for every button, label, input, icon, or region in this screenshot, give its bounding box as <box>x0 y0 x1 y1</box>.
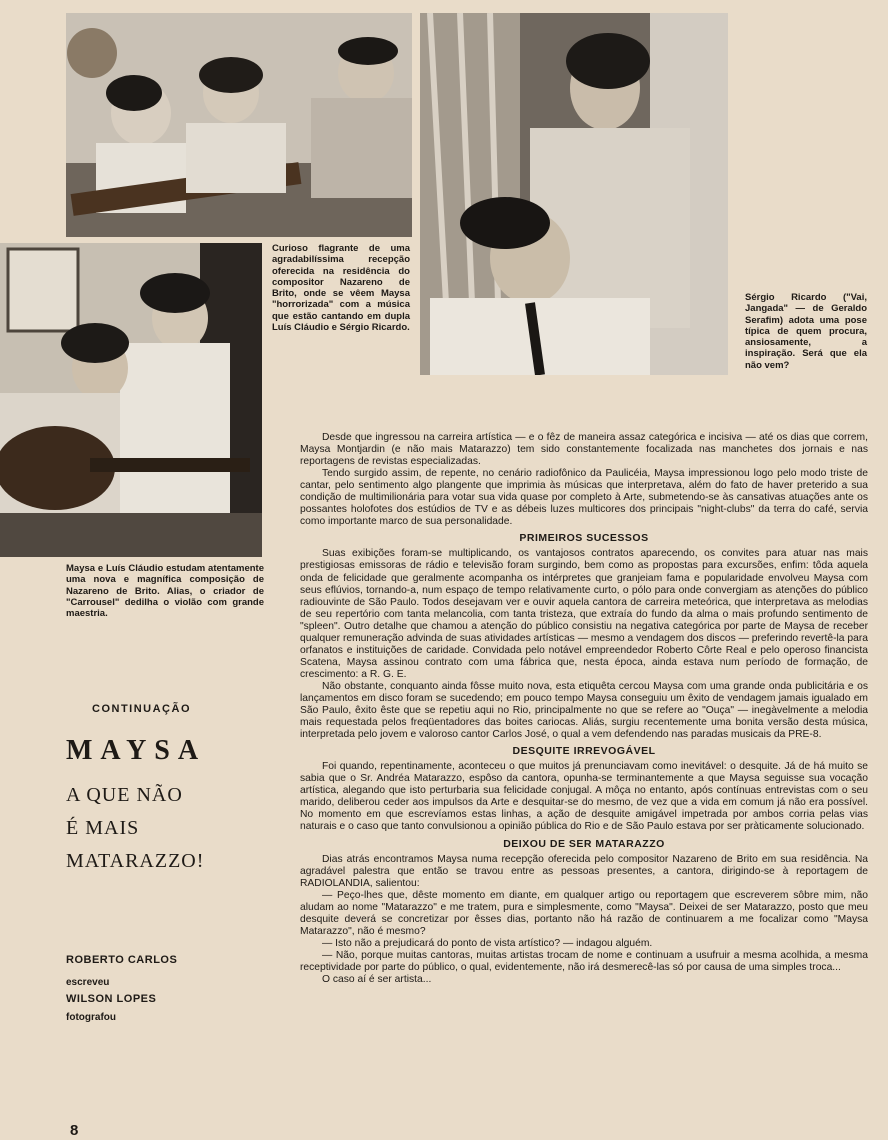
author-role: escreveu <box>66 977 110 988</box>
photo-top-trio-image <box>66 13 412 237</box>
section-heading: PRIMEIROS SUCESSOS <box>519 532 649 545</box>
author-name: ROBERTO CARLOS <box>66 954 178 966</box>
photo-left-guitar <box>0 243 262 557</box>
caption-top-photo <box>272 243 410 333</box>
caption-top-photo-text: Curioso flagrante de uma agradabilíssima recepção oferecida na residência do compositor Nazareno de Brito, onde se vêem Maysa "horrorizada" com a música que estão cantando em dupla Luís Cláudio e Sérgio Ricardo. <box>272 243 410 334</box>
photo-right-sergio-image <box>420 13 728 375</box>
dialogue-line: — Isto não a prejudicará do ponto de vista artístico? — indagou alguém. <box>322 937 653 949</box>
dialogue-line: — Peço-lhes que, dêste momento em diante, em qualquer artigo ou reportagem que escreverem sôbre mim, não aludam ao nome "Matarazzo" e me tratem, pura e simplesmente, como "Maysa". Deixei de ser Matarazzo, posto que meu desquite deverá se concretizar por êsses dias, portanto não há razão de continuarem a me focalizar como "Maysa Matarazzo", não é mesmo? <box>300 889 868 937</box>
photographer-name: WILSON LOPES <box>66 993 157 1005</box>
page-number: 8 <box>70 1122 79 1139</box>
caption-right-photo <box>745 292 867 371</box>
caption-right-photo-text: Sérgio Ricardo ("Vai, Jangada" — de Geraldo Serafim) adota uma pose típica de quem procura, ansiosamente, a inspiração. Será que ela não vem? <box>745 292 867 371</box>
article-paragraph: Dias atrás encontramos Maysa numa recepção oferecida pelo compositor Nazareno de Brito em sua residência. Na agradável palestra que então se travou entre as pessoas presentes, a cantora, dirigindo-se à reportagem de RADIOLANDIA, salientou: <box>300 853 868 889</box>
article-paragraph: Não obstante, conquanto ainda fôsse muito nova, esta etiquêta cercou Maysa com uma grande onda publicitária e os lançamentos em disco foram se sucedendo; em pouco tempo Maysa conseguiu um êxito de vendagem jamais igualado em São Paulo, êxito êste que se repetiu aqui no Rio, principalmente no que se refere ao "Ouça" — inegàvelmente a melodia mais requestada pelos freqüentadores das boites cariocas. Aliás, surgiu recentemente uma bonita versão desta música, interpretada pelo jovem e valoroso cantor Carlos José, o qual a vem defendendo nas paradas musicais da PRE-8. <box>300 680 868 741</box>
article-body <box>300 432 868 986</box>
dialogue-line: O caso aí é ser artista... <box>322 974 432 986</box>
photographer-role: fotografou <box>66 1012 116 1023</box>
continuation-label: CONTINUAÇÃO <box>92 703 191 715</box>
section-heading: DESQUITE IRREVOGÁVEL <box>512 745 656 758</box>
section-heading: DEIXOU DE SER MATARAZZO <box>503 837 665 850</box>
caption-left-photo <box>66 563 264 619</box>
article-subtitle-3: MATARAZZO! <box>66 850 205 872</box>
article-subtitle-2: É MAIS <box>66 817 140 839</box>
photo-left-guitar-image <box>0 243 262 557</box>
photo-top-trio <box>66 13 412 237</box>
article-paragraph: Tendo surgido assim, de repente, no cenário radiofônico da Paulicéia, Maysa impressionou logo pelo modo triste de cantar, pelo sentimento algo plangente que imprimia às músicas que interpretava, além do fato de haver preterido a sua condição de multimilionária para votar sua vida quase por completo à Arte, submetendo-se às cansativas atuações ante os possantes holofotes dos estúdios de TV e as débeis luzes multicores dos principais "night-clubs" da terra do café, servia como importante marco de sua personalidade. <box>300 468 868 528</box>
article-title: MAYSA <box>66 735 207 766</box>
photo-right-sergio <box>420 13 728 375</box>
dialogue-line: — Não, porque muitas cantoras, muitas artistas trocam de nome e continuam a usufruir a mesma acolhida, a mesma receptividade por parte do público, o qual, evidentemente, não irá desmerecê-las só por causa de uma simples troca... <box>300 949 868 973</box>
article-paragraph: Foi quando, repentinamente, aconteceu o que muitos já prenunciavam como inevitável: o desquite. Já de há muito se sabia que o Sr. Andréa Matarazzo, espôso da cantora, opunha-se terminantemente a que Maysa seguisse sua vocação artística, alegando que isto perturbaria sua felicidade conjugal. A môça no entanto, após contínuas entrevistas com o seu marido, deliberou ceder aos impulsos da Arte e desquitar-se do mesmo, de vez que a vida em comum já não era possível. No momento em que escrevíamos estas linhas, a ação de desquite amigável impetrada por ambos corria pelas vias naturais e o caso que tanto convulsionou a opinião pública do Rio e de São Paulo estava por ser pràticamente solucionado. <box>300 761 868 833</box>
article-paragraph: Desde que ingressou na carreira artística — e o fêz de maneira assaz categórica e incisiva — até os dias que correm, Maysa Montjardin (e não mais Matarazzo) tem sido constantemente focalizada nas manchetes dos jornais e nas reportagens de revistas especializadas. <box>300 432 868 468</box>
caption-left-photo-text: Maysa e Luís Cláudio estudam atentamente uma nova e magnífica composição de Nazareno de Brito. Alias, o criador de "Carrousel" dedilha o violão com grande maestria. <box>66 563 264 620</box>
article-paragraph: Suas exibições foram-se multiplicando, os vantajosos contratos aparecendo, os convites para atuar nas mais prestigiosas emissoras de rádio e televisão foram surgindo, bem como as propostas para excursões, enfim: tôda aquela onda de felicidade que geralmente acompanha os intérpretes que granjeiam fama e popularidade envolveu Maysa com seus eflúvios, tornando-a, num espaço de tempo relativamente curto, o pólo para onde convergiam as atenções do público radiouvinte de São Paulo. Todos desejavam ver e ouvir aquela cantora de carreira meteórica, que interpretava as melodias de seu repertório com tanta melancolia, com tanta tristeza, que extraía do fundo da alma o mais profundo sentimento de "spleen". Outro detalhe que chamou a atenção do público consistiu na negativa categórica por parte de Maysa de receber qualquer remuneração advinda de suas atividades artísticas — mesmo a vendagem dos discos — preferindo revertê-la para orfanatos e instituições de caridade. Convidada pelo notável empreendedor Roberto Côrte Real e pelo operoso financista Scatena, Maysa assinou contrato com uma fábrica que, nesta época, ainda estava num período de formação, de crescimento: a R. G. E. <box>300 548 868 680</box>
article-subtitle-1: A QUE NÃO <box>66 784 183 806</box>
